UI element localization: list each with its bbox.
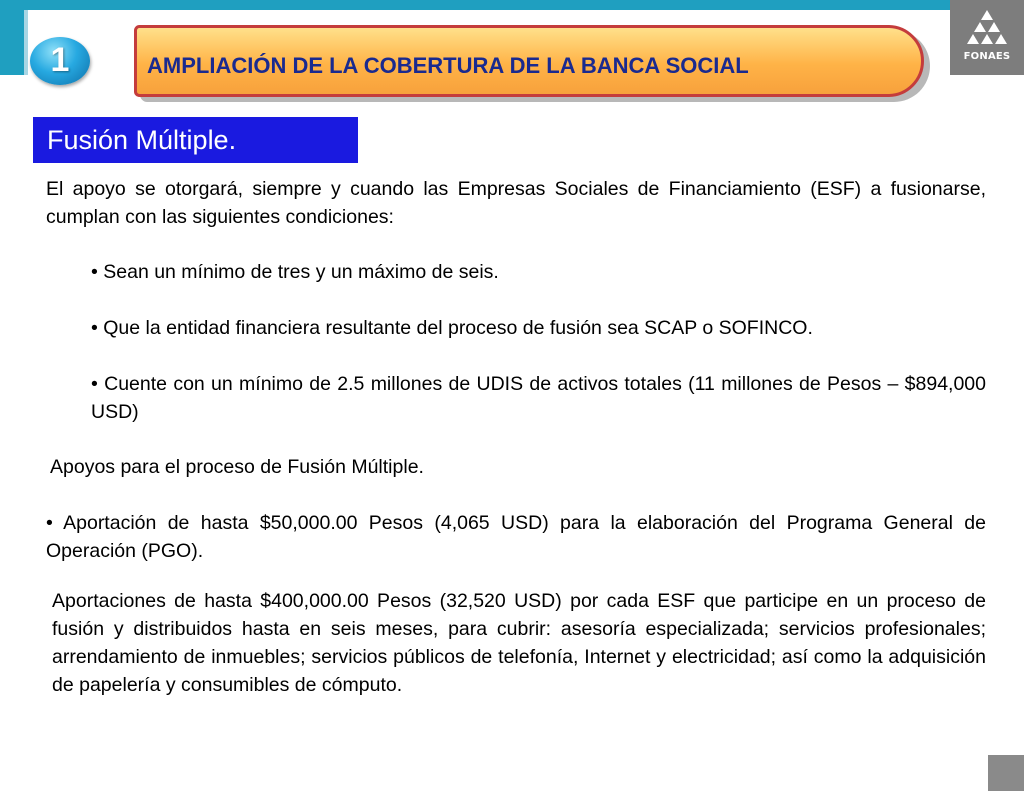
- condition-item: • Cuente con un mínimo de 2.5 millones de UDIS de activos totales (11 millones de Pesos – $894,000 USD): [91, 373, 986, 423]
- corner-tab: [988, 755, 1024, 791]
- fonaes-logo: [950, 0, 1024, 75]
- section-heading: Fusión Múltiple.: [47, 125, 237, 155]
- logo-text: FONAES: [963, 51, 1011, 62]
- intro-paragraph: El apoyo se otorgará, siempre y cuando las Empresas Sociales de Financiamiento (ESF) a fusionarse, cumplan con las siguientes condiciones:: [46, 178, 986, 228]
- title-banner: [134, 25, 924, 97]
- support-paragraph: Aportaciones de hasta $400,000.00 Pesos (32,520 USD) por cada ESF que participe en un proceso de fusión y distribuidos hasta en seis meses, para cubrir: asesoría especializada; servicios profesionales; arrendamiento de inmuebles; servicios públicos de telefonía, Internet y electricidad; así como la adquisición de papelería y consumibles de cómputo.: [52, 590, 986, 696]
- left-accent-shadow: [24, 10, 28, 75]
- slide-number-badge: [30, 37, 90, 85]
- left-accent-bar: [0, 0, 24, 75]
- section-heading-bar: [33, 117, 358, 163]
- slide-title: AMPLIACIÓN DE LA COBERTURA DE LA BANCA SOCIAL: [147, 53, 749, 78]
- support-heading: Apoyos para el proceso de Fusión Múltiple.: [50, 456, 424, 478]
- condition-item: • Que la entidad financiera resultante del proceso de fusión sea SCAP o SOFINCO.: [91, 317, 813, 339]
- condition-item: • Sean un mínimo de tres y un máximo de seis.: [91, 261, 499, 283]
- slide-number: 1: [50, 41, 70, 79]
- top-accent-bar: [0, 0, 1024, 10]
- fonaes-triangle-logo-icon: [963, 10, 1011, 50]
- support-item: • Aportación de hasta $50,000.00 Pesos (4,065 USD) para la elaboración del Programa General de Operación (PGO).: [46, 512, 986, 562]
